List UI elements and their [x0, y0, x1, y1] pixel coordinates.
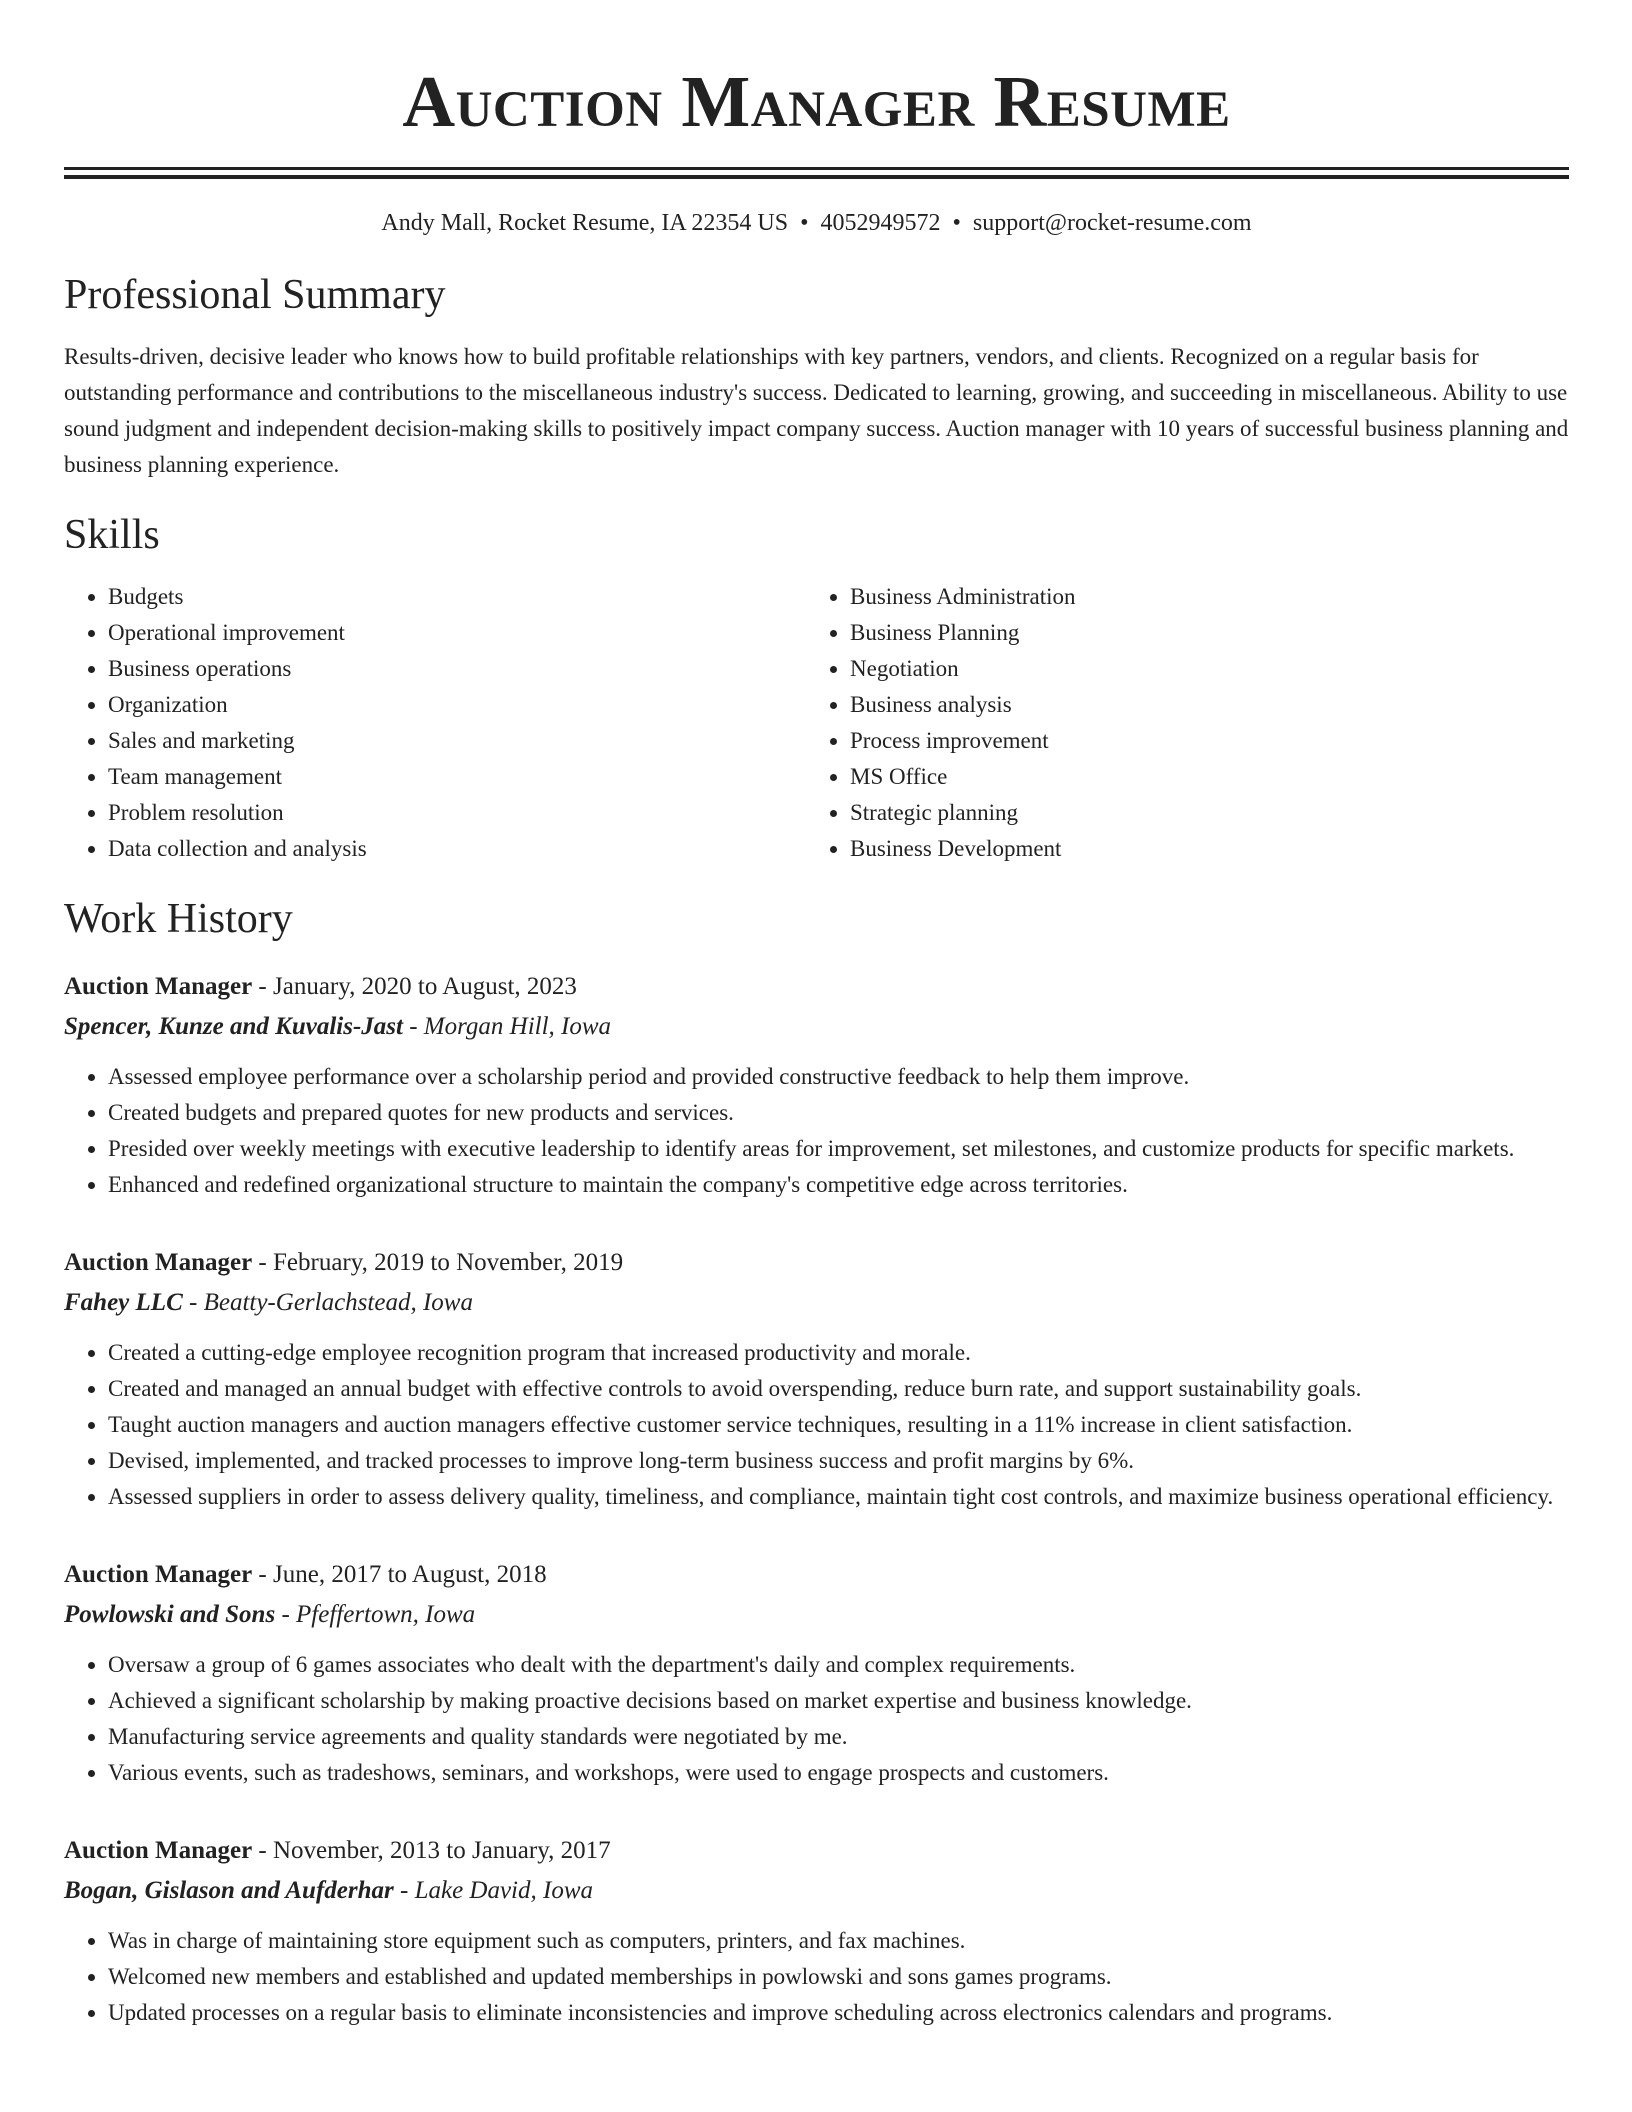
duty-item: • Oversaw a group of 6 games associates who dealt with the department's daily and complex requirements.: [108, 1647, 1569, 1683]
job-entry: [64, 1243, 1569, 1515]
company-location: Beatty-Gerlachstead, Iowa: [203, 1289, 473, 1316]
skill-item: • Business operations: [108, 651, 806, 687]
duty-item: • Updated processes on a regular basis to eliminate inconsistencies and improve scheduling across electronics calendars and programs.: [108, 1995, 1569, 2031]
job-entry: [64, 967, 1569, 1203]
dash-separator: -: [402, 1013, 424, 1040]
skill-item: • Negotiation: [850, 651, 1548, 687]
contact-phone: 4052949572: [820, 210, 941, 236]
company-location: Morgan Hill, Iowa: [423, 1013, 612, 1040]
title-divider: [64, 167, 1569, 179]
company-name: Spencer, Kunze and Kuvalis-Jast: [64, 1013, 403, 1040]
skill-item: • Business Planning: [850, 615, 1548, 651]
company-line: [64, 1007, 1569, 1047]
job-title-line: [64, 1831, 1569, 1871]
job-title: Auction Manager: [64, 1837, 253, 1864]
skill-item: • Sales and marketing: [108, 723, 806, 759]
duty-item: • Various events, such as tradeshows, seminars, and workshops, were used to engage prospects and customers.: [108, 1755, 1569, 1791]
job-title-line: [64, 1555, 1569, 1595]
job-dates: February, 2019 to November, 2019: [273, 1249, 624, 1276]
company-line: [64, 1871, 1569, 1911]
skill-item: • Team management: [108, 759, 806, 795]
skill-item: • Budgets: [108, 579, 806, 615]
job-title: Auction Manager: [64, 1561, 253, 1588]
resume-title: Auction Manager Resume: [402, 61, 1231, 142]
duty-item: • Presided over weekly meetings with executive leadership to identify areas for improvement, set milestones, and customize products for specific markets.: [108, 1131, 1569, 1167]
dash-separator: -: [393, 1877, 415, 1904]
job-duties: [64, 1647, 1569, 1791]
summary-text: Results-driven, decisive leader who knows how to build profitable relationships with key partners, vendors, and clients. Recognized on a regular basis for outstanding performance and contributions to the miscellaneous industry's success. Dedicated to learning, growing, and succeeding in miscellaneous. Ability to use sound judgment and independent decision-making skills to positively impact company success. Auction manager with 10 years of successful business planning and business planning experience.: [64, 344, 1569, 477]
skill-item: • Business Development: [850, 831, 1548, 867]
duty-item: • Assessed suppliers in order to assess delivery quality, timeliness, and compliance, maintain tight cost controls, and maximize business operational efficiency.: [108, 1479, 1569, 1515]
dash-separator: -: [252, 1561, 273, 1588]
job-duties: [64, 1335, 1569, 1515]
duty-item: • Created and managed an annual budget with effective controls to avoid overspending, reduce burn rate, and support sustainability goals.: [108, 1371, 1569, 1407]
skill-item: • Organization: [108, 687, 806, 723]
job-entry: [64, 1831, 1569, 2031]
company-line: [64, 1283, 1569, 1323]
skill-item: • Process improvement: [850, 723, 1548, 759]
company-location: Lake David, Iowa: [414, 1877, 594, 1904]
job-duties: [64, 1059, 1569, 1203]
contact-separator: •: [800, 210, 809, 236]
duty-item: • Assessed employee performance over a scholarship period and provided constructive feedback to help them improve.: [108, 1059, 1569, 1095]
job-dates: November, 2013 to January, 2017: [273, 1837, 611, 1864]
skill-item: • MS Office: [850, 759, 1548, 795]
skills-heading: Skills: [64, 512, 160, 558]
resume-page: [64, 0, 1569, 2031]
work-history-heading: Work History: [64, 896, 293, 942]
duty-item: • Taught auction managers and auction managers effective customer service techniques, resulting in a 11% increase in client satisfaction.: [108, 1407, 1569, 1443]
skill-item: • Operational improvement: [108, 615, 806, 651]
summary-heading: Professional Summary: [64, 272, 446, 318]
job-dates: June, 2017 to August, 2018: [273, 1561, 547, 1588]
duty-item: • Devised, implemented, and tracked processes to improve long-term business success and profit margins by 6%.: [108, 1443, 1569, 1479]
skills-column-right: [806, 579, 1548, 867]
skill-item: • Business Administration: [850, 579, 1548, 615]
skills-column-left: [64, 579, 806, 867]
dash-separator: -: [252, 1249, 273, 1276]
contact-address: Andy Mall, Rocket Resume, IA 22354 US: [381, 210, 789, 236]
job-entry: [64, 1555, 1569, 1791]
skill-item: • Data collection and analysis: [108, 831, 806, 867]
skills-grid: [64, 579, 1569, 867]
duty-item: • Enhanced and redefined organizational structure to maintain the company's competitive edge across territories.: [108, 1167, 1569, 1203]
dash-separator: -: [275, 1601, 297, 1628]
skill-item: • Problem resolution: [108, 795, 806, 831]
duty-item: • Achieved a significant scholarship by making proactive decisions based on market expertise and business knowledge.: [108, 1683, 1569, 1719]
skill-item: • Strategic planning: [850, 795, 1548, 831]
company-location: Pfeffertown, Iowa: [296, 1601, 476, 1628]
job-dates: January, 2020 to August, 2023: [273, 973, 577, 1000]
contact-email: support@rocket-resume.com: [972, 210, 1252, 236]
skill-item: • Business analysis: [850, 687, 1548, 723]
job-title-line: [64, 967, 1569, 1007]
job-title-line: [64, 1243, 1569, 1283]
company-name: Powlowski and Sons: [64, 1601, 276, 1628]
job-duties: [64, 1923, 1569, 2031]
company-line: [64, 1595, 1569, 1635]
dash-separator: -: [252, 973, 273, 1000]
company-name: Bogan, Gislason and Aufderhar: [64, 1877, 394, 1904]
duty-item: • Welcomed new members and established and updated memberships in powlowski and sons games programs.: [108, 1959, 1569, 1995]
duty-item: • Created a cutting-edge employee recognition program that increased productivity and morale.: [108, 1335, 1569, 1371]
company-name: Fahey LLC: [64, 1289, 183, 1316]
job-title: Auction Manager: [64, 1249, 253, 1276]
dash-separator: -: [182, 1289, 204, 1316]
contact-separator: •: [952, 210, 961, 236]
contact-line: [64, 207, 1569, 239]
duty-item: • Manufacturing service agreements and quality standards were negotiated by me.: [108, 1719, 1569, 1755]
dash-separator: -: [252, 1837, 273, 1864]
job-title: Auction Manager: [64, 973, 253, 1000]
duty-item: • Was in charge of maintaining store equipment such as computers, printers, and fax machines.: [108, 1923, 1569, 1959]
duty-item: • Created budgets and prepared quotes for new products and services.: [108, 1095, 1569, 1131]
